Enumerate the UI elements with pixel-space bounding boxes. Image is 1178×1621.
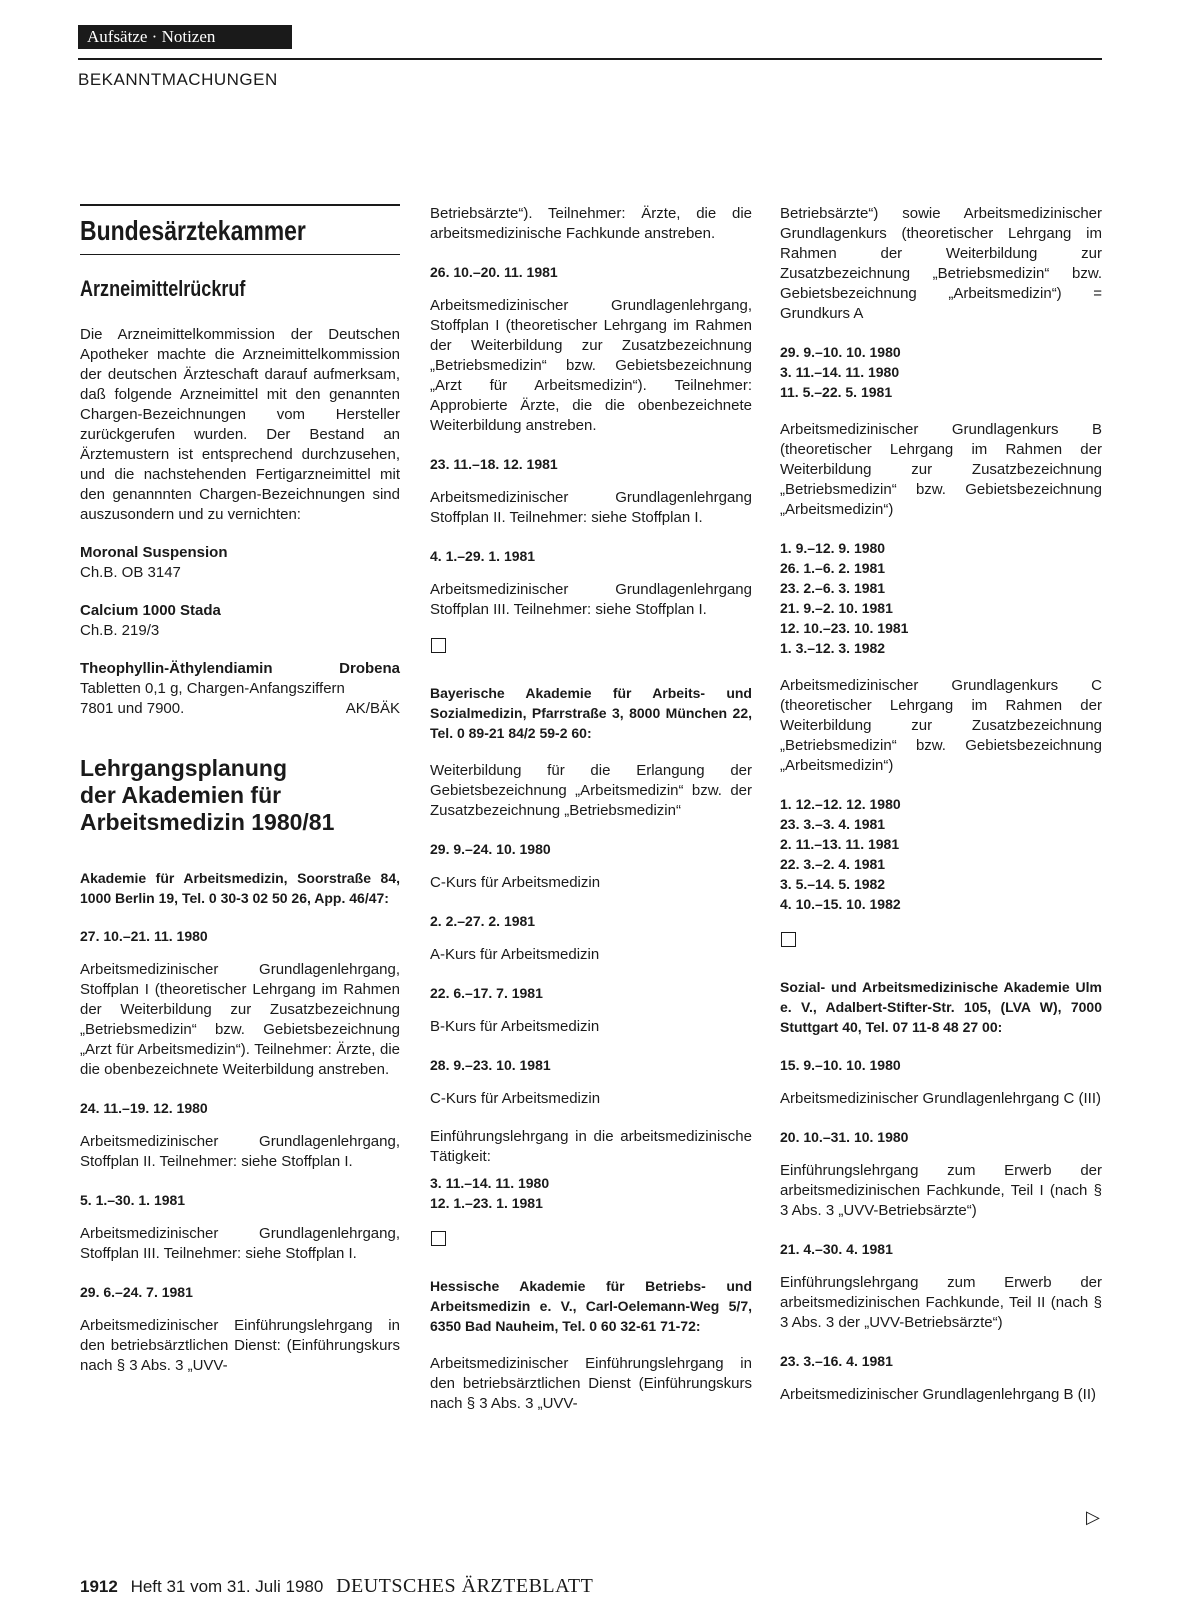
recall-title: Arzneimittelrückruf (80, 276, 246, 301)
course-date: 4. 1.–29. 1. 1981 (430, 548, 536, 564)
course-date: 12. 10.–23. 10. 1981 (780, 620, 909, 636)
drug-item (80, 601, 400, 641)
signature: AK/BÄK (345, 700, 400, 717)
course-date: 3. 11.–14. 11. 1980 (780, 364, 900, 380)
course-text: Arbeitsmedizinischer Grundlagenlehrgang B (II) (780, 1386, 1096, 1403)
course-date: 28. 9.–23. 10. 1981 (430, 1057, 551, 1073)
course-text: Arbeitsmedizinischer Grundlagenkurs B (theoretischer Lehrgang im Rahmen der Weiterbildung zur Zusatzbezeichnung „Betriebsmedizin“ bzw. Gebietsbezeichnung „Arbeitsmedizin“) (780, 421, 1102, 518)
drug-item (80, 543, 400, 583)
drug-batch: Ch.B. 219/3 (80, 622, 160, 639)
course-text: Einführungslehrgang zum Erwerb der arbeitsmedizinischen Fachkunde, Teil II (nach § 3 Abs. 3 der „UVV-Betriebsärzte“) (780, 1274, 1102, 1331)
academy-heading: Akademie für Arbeitsmedizin, Soorstraße 84, 1000 Berlin 19, Tel. 0 30-3 02 50 26, App. 46/47: (80, 870, 400, 906)
course-date: 23. 2.–6. 3. 1981 (780, 580, 886, 596)
course-text: Betriebsärzte“). Teilnehmer: Ärzte, die die arbeitsmedizinische Fachkunde anstreben. (430, 205, 752, 242)
course-date: 2. 11.–13. 11. 1981 (780, 836, 900, 852)
course-date: 21. 9.–2. 10. 1981 (780, 600, 893, 616)
course-date: 2. 2.–27. 2. 1981 (430, 913, 536, 929)
course-date: 26. 1.–6. 2. 1981 (780, 560, 886, 576)
course-date: 23. 11.–18. 12. 1981 (430, 456, 558, 472)
drug-batch: Ch.B. OB 3147 (80, 564, 181, 581)
issue-info: Heft 31 vom 31. Juli 1980 (130, 1577, 324, 1596)
course-date: 4. 10.–15. 10. 1982 (780, 896, 901, 912)
date-list (430, 1173, 752, 1213)
square-outline-icon (781, 932, 796, 947)
course-date: 11. 5.–22. 5. 1981 (780, 384, 893, 400)
course-text: Arbeitsmedizinischer Einführungslehrgang in den betriebsärztlichen Dienst (Einführungskurs nach § 3 Abs. 3 „UVV- (430, 1355, 752, 1412)
course-date: 24. 11.–19. 12. 1980 (80, 1100, 208, 1116)
course-text: B-Kurs für Arbeitsmedizin (430, 1018, 600, 1035)
course-text: Arbeitsmedizinischer Grundlagenlehrgang Stoffplan III. Teilnehmer: siehe Stoffplan I. (430, 581, 752, 618)
magazine-name: DEUTSCHES ÄRZTEBLATT (336, 1575, 594, 1597)
course-date: 29. 6.–24. 7. 1981 (80, 1284, 193, 1300)
course-text: Arbeitsmedizinischer Grundlagenlehrgang, Stoffplan I (theoretischer Lehrgang im Rahmen der Weiterbildung zur Zusatzbezeichnung „Betriebsmedizin“ bzw. Gebietsbezeichnung „Arzt für Arbeitsmedizin“). Teilnehmer: Ärzte, die die obenbezeichnete Weiterbildung anstreben. (80, 961, 400, 1078)
course-text: Arbeitsmedizinischer Grundlagenlehrgang, Stoffplan I (theoretischer Lehrgang im Rahmen der Weiterbildung zur Zusatzbezeichnung „Betriebsmedizin“ bzw. Gebietsbezeichnung „Arzt für Arbeitsmedizin“). Teilnehmer: Approbierte Ärzte, die die obenbezeichnete Weiterbildung anstreben. (430, 297, 752, 434)
org-title: Bundesärztekammer (80, 214, 306, 246)
column-3 (780, 204, 1102, 1405)
drug-batch: 7801 und 7900. (80, 700, 185, 717)
academy-heading: Hessische Akademie für Betriebs- und Arbeitsmedizin e. V., Carl-Oelemann-Weg 5/7, 6350 Bad Nauheim, Tel. 0 60 32-61 71-72: (430, 1278, 752, 1334)
triangle-right-icon: ▷ (1086, 1507, 1100, 1527)
course-text: Einführungslehrgang in die arbeitsmedizinische Tätigkeit: (430, 1128, 752, 1165)
date-list (780, 342, 1102, 402)
course-date: 22. 6.–17. 7. 1981 (430, 985, 543, 1001)
column-1 (80, 204, 400, 1376)
drug-item (80, 659, 400, 719)
course-date: 3. 11.–14. 11. 1980 (430, 1175, 550, 1191)
course-date: 23. 3.–3. 4. 1981 (780, 816, 886, 832)
square-outline-icon (431, 638, 446, 653)
course-date: 12. 1.–23. 1. 1981 (430, 1195, 543, 1211)
drug-details: Tabletten 0,1 g, Chargen-Anfangsziffern (80, 680, 345, 697)
course-date: 1. 12.–12. 12. 1980 (780, 796, 901, 812)
square-outline-icon (431, 1231, 446, 1246)
course-date: 1. 9.–12. 9. 1980 (780, 540, 886, 556)
academy-heading: Sozial- und Arbeitsmedizinische Akademie Ulm e. V., Adalbert-Stifter-Str. 105, (LVA W), 7000 Stuttgart 40, Tel. 07 11-8 48 27 00: (780, 979, 1102, 1035)
course-date: 22. 3.–2. 4. 1981 (780, 856, 886, 872)
section-tag: Aufsätze · Notizen (78, 25, 292, 49)
course-date: 15. 9.–10. 10. 1980 (780, 1057, 901, 1073)
page-number: 1912 (80, 1577, 118, 1596)
course-date: 21. 4.–30. 4. 1981 (780, 1241, 893, 1257)
course-text: Arbeitsmedizinischer Grundlagenkurs C (theoretischer Lehrgang im Rahmen der Weiterbildung zur Zusatzbezeichnung „Betriebsmedizin“ bzw. Gebietsbezeichnung „Arbeitsmedizin“) (780, 677, 1102, 774)
date-list (780, 794, 1102, 914)
course-date: 29. 9.–10. 10. 1980 (780, 344, 901, 360)
course-text: C-Kurs für Arbeitsmedizin (430, 1090, 601, 1107)
course-date: 5. 1.–30. 1. 1981 (80, 1192, 186, 1208)
date-list (780, 538, 1102, 658)
course-date: 20. 10.–31. 10. 1980 (780, 1129, 909, 1145)
course-text: Arbeitsmedizinischer Einführungslehrgang in den betriebsärztlichen Dienst: (Einführungskurs nach § 3 Abs. 3 „UVV- (80, 1317, 400, 1374)
course-text: Betriebsärzte“) sowie Arbeitsmedizinischer Grundlagenkurs (theoretischer Lehrgang im Rahmen der Weiterbildung zur Zusatzbezeichnung „Betriebsmedizin“ bzw. Gebietsbezeichnung „Arbeitsmedizin“) = Grundkurs A (780, 205, 1102, 322)
planning-title: Lehrgangsplanung der Akademien für Arbeitsmedizin 1980/81 (80, 755, 335, 835)
drug-name: Calcium 1000 Stada (80, 602, 221, 619)
course-date: 1. 3.–12. 3. 1982 (780, 640, 886, 656)
course-date: 3. 5.–14. 5. 1982 (780, 876, 886, 892)
academy-heading: Bayerische Akademie für Arbeits- und Sozialmedizin, Pfarrstraße 3, 8000 München 22, Tel. 0 89-21 84/2 59-2 60: (430, 685, 752, 741)
drug-name: Theophyllin-Äthylendiamin Drobena (80, 660, 400, 677)
section-subtitle: BEKANNTMACHUNGEN (78, 70, 278, 89)
course-date: 23. 3.–16. 4. 1981 (780, 1353, 893, 1369)
drug-name: Moronal Suspension (80, 544, 228, 561)
page-footer (80, 1575, 593, 1598)
course-date: 27. 10.–21. 11. 1980 (80, 928, 208, 944)
header-rule (78, 58, 1102, 60)
course-text: Arbeitsmedizinischer Grundlagenlehrgang C (III) (780, 1090, 1101, 1107)
recall-intro: Die Arzneimittelkommission der Deutschen Apotheker machte die Arzneimittelkommission der deutschen Ärzteschaft darauf aufmerksam, daß folgende Arzneimittel mit den genannten Chargen-Bezeichnungen vom Hersteller zurückgerufen wurden. Der Bestand an Ärztemustern ist entsprechend durchzusehen, und die nachstehenden Fertigarzneimittel mit den genannnten Chargen-Bezeichnungen sind auszusondern und zu vernichten: (80, 326, 400, 523)
course-date: 26. 10.–20. 11. 1981 (430, 264, 558, 280)
course-text: Einführungslehrgang zum Erwerb der arbeitsmedizinischen Fachkunde, Teil I (nach § 3 Abs. 3 „UVV-Betriebsärzte“) (780, 1162, 1102, 1219)
course-date: 29. 9.–24. 10. 1980 (430, 841, 551, 857)
course-text: Arbeitsmedizinischer Grundlagenlehrgang, Stoffplan II. Teilnehmer: siehe Stoffplan I. (80, 1133, 400, 1170)
course-text: Weiterbildung für die Erlangung der Gebietsbezeichnung „Arbeitsmedizin“ bzw. der Zusatzbezeichnung „Betriebsmedizin“ (430, 762, 752, 819)
course-text: Arbeitsmedizinischer Grundlagenlehrgang Stoffplan II. Teilnehmer: siehe Stoffplan I. (430, 489, 752, 526)
column-2 (430, 204, 752, 1414)
course-text: C-Kurs für Arbeitsmedizin (430, 874, 601, 891)
course-text: Arbeitsmedizinischer Grundlagenlehrgang, Stoffplan III. Teilnehmer: siehe Stoffplan I. (80, 1225, 400, 1262)
course-text: A-Kurs für Arbeitsmedizin (430, 946, 600, 963)
